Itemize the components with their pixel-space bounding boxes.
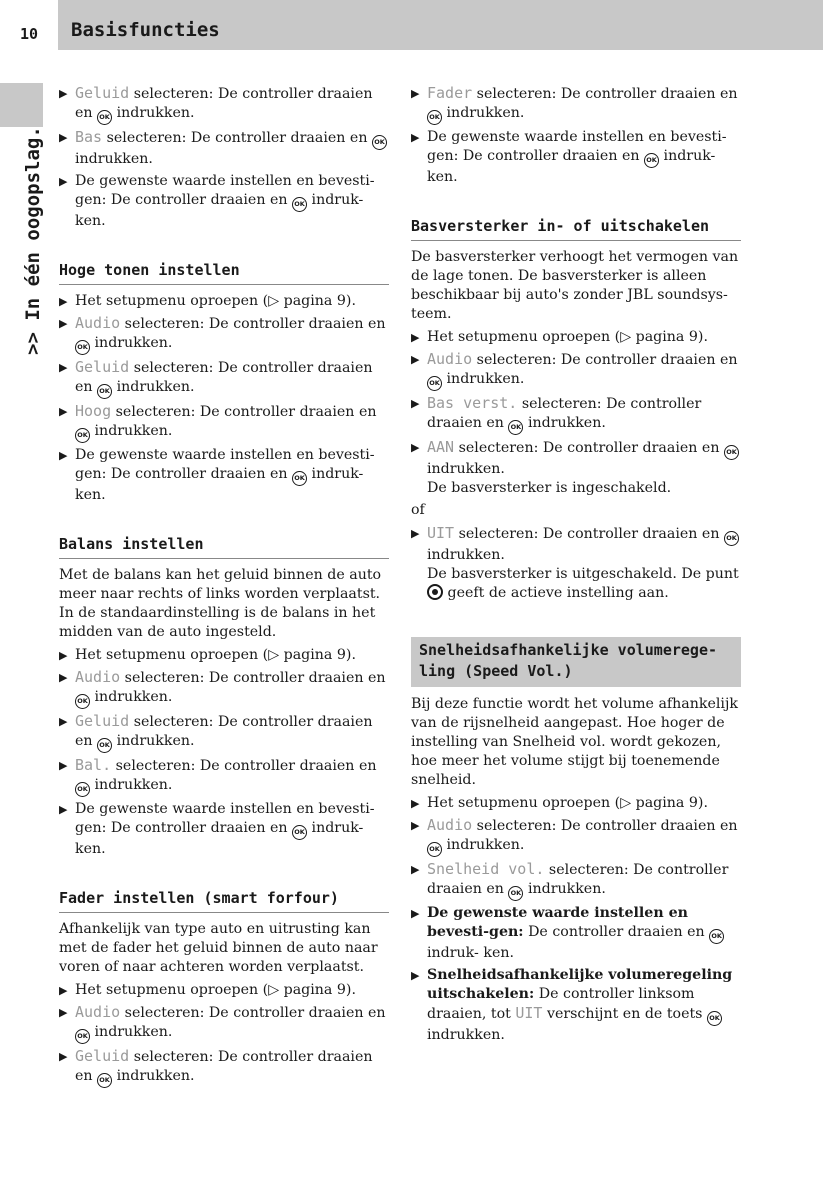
ok-button-icon: OK (508, 420, 523, 435)
list-item: ▶ Audio selecteren: De controller draaien en OK indrukken. (59, 314, 389, 355)
ok-button-icon: OK (75, 1029, 90, 1044)
list-item: ▶ Het setupmenu oproepen (▷ pagina 9). (59, 292, 389, 311)
ok-button-icon: OK (75, 340, 90, 355)
list-item: ▶ Audio selecteren: De controller draaien en OK indrukken. (411, 816, 741, 857)
list-item: ▶ Geluid selecteren: De controller draaien en OK indrukken. (59, 712, 389, 753)
paragraph: Met de balans kan het geluid binnen de auto meer naar rechts of links worden verplaatst. In de standaardinstelling is de balans in het midden van de auto ingesteld. (59, 567, 382, 640)
ok-button-icon: OK (724, 531, 739, 546)
section-title: Basversterker in- of uitschakelen (411, 217, 741, 241)
ok-button-icon: OK (75, 694, 90, 709)
ok-button-icon: OK (427, 842, 442, 857)
list-item: ▶ Geluid selecteren: De controller draaien en OK indrukken. (59, 1047, 389, 1088)
ok-button-icon: OK (292, 471, 307, 486)
list-item: ▶ Het setupmenu oproepen (▷ pagina 9). (59, 646, 389, 665)
ok-button-icon: OK (75, 782, 90, 797)
paragraph: De basversterker verhoogt het vermogen van de lage tonen. De basversterker is alleen beschikbaar bij auto's zonder JBL soundsys-teem. (411, 249, 739, 322)
ok-button-icon: OK (427, 110, 442, 125)
ok-button-icon: OK (97, 1073, 112, 1088)
section-balans (59, 535, 389, 859)
list-item: ▶ De gewenste waarde instellen en bevesti- gen: De controller draaien en OK indruk- ken. (59, 800, 389, 859)
section-hoge-tonen (59, 261, 389, 505)
ok-button-icon: OK (508, 886, 523, 901)
ok-button-icon: OK (292, 825, 307, 840)
chapter-tab-marker (0, 83, 43, 127)
list-item: ▶ Snelheid vol. selecteren: De controller draaien en OK indrukken. (411, 860, 741, 901)
list-item: ▶ Het setupmenu oproepen (▷ pagina 9). (59, 981, 389, 1000)
active-dot-icon (427, 584, 443, 600)
list-item: ▶ Bal. selecteren: De controller draaien en OK indrukken. (59, 756, 389, 797)
left-column (59, 84, 389, 1091)
or-text: of (411, 502, 425, 518)
list-item: ▶ Fader selecteren: De controller draaien en OK indrukken. (411, 84, 741, 125)
ok-button-icon: OK (97, 110, 112, 125)
list-item: ▶ Audio selecteren: De controller draaien en OK indrukken. (59, 1003, 389, 1044)
list-item: ▶ Bas verst. selecteren: De controller draaien en OK indrukken. (411, 394, 741, 435)
ok-button-icon: OK (707, 1011, 722, 1026)
list-item: ▶ UIT selecteren: De controller draaien en OK indrukken. De basversterker is uitgeschakeld. De punt geeft de actieve instelling aan. (411, 524, 741, 603)
list-item: ▶ De gewenste waarde instellen en bevesti- gen: De controller draaien en OK indruk- ken. (59, 172, 389, 231)
list-item: ▶ Geluid selecteren: De controller draaien en OK indrukken. (59, 84, 389, 125)
paragraph: Afhankelijk van type auto en uitrusting kan met de fader het geluid binnen de auto naar voren of naar achteren worden verplaatst. (59, 921, 378, 975)
list-item: ▶ De gewenste waarde instellen en bevesti-gen: De controller draaien en OK indruk- ken. (411, 904, 741, 963)
header-title: Basisfuncties (71, 19, 220, 41)
section-title: Fader instellen (smart forfour) (59, 889, 389, 913)
ok-button-icon: OK (427, 376, 442, 391)
list-item: ▶ Audio selecteren: De controller draaien en OK indrukken. (411, 350, 741, 391)
list-item: ▶ Audio selecteren: De controller draaien en OK indrukken. (59, 668, 389, 709)
list-item: ▶ Bas selecteren: De controller draaien en OK indrukken. (59, 128, 389, 169)
list-item: ▶ Hoog selecteren: De controller draaien en OK indrukken. (59, 402, 389, 443)
section-speed-vol (411, 695, 741, 1045)
list-item: ▶ Geluid selecteren: De controller draaien en OK indrukken. (59, 358, 389, 399)
ok-button-icon: OK (97, 738, 112, 753)
ok-button-icon: OK (724, 445, 739, 460)
ok-button-icon: OK (644, 153, 659, 168)
ok-button-icon: OK (709, 929, 724, 944)
ok-button-icon: OK (372, 135, 387, 150)
section-title: Hoge tonen instellen (59, 261, 389, 285)
paragraph: Bij deze functie wordt het volume afhankelijk van de rijsnelheid aangepast. Hoe hoger de instelling van Snelheid vol. wordt gekozen, hoe meer het volume stijgt bij toenemende snelheid. (411, 696, 738, 788)
chapter-side-label: >> In één oogopslag. (22, 126, 44, 355)
page-number: 10 (0, 0, 58, 50)
ok-button-icon: OK (292, 197, 307, 212)
section-basversterker (411, 217, 741, 603)
list-item: ▶ AAN selecteren: De controller draaien en OK indrukken. De basversterker is ingeschakeld. (411, 438, 741, 498)
list-item: ▶ Snelheidsafhankelijke volumeregeling uitschakelen: De controller linksom draaien, tot UIT verschijnt en de toets OK indrukken. (411, 966, 741, 1045)
right-column (411, 84, 741, 1048)
list-item: ▶ Het setupmenu oproepen (▷ pagina 9). (411, 794, 741, 813)
ok-button-icon: OK (75, 428, 90, 443)
ok-button-icon: OK (97, 384, 112, 399)
list-item: ▶ De gewenste waarde instellen en bevesti- gen: De controller draaien en OK indruk- ken. (411, 128, 741, 187)
section-title-boxed: Snelheidsafhankelijke volumerege-ling (Speed Vol.) (411, 637, 741, 687)
list-item: ▶ De gewenste waarde instellen en bevesti- gen: De controller draaien en OK indruk- ken. (59, 446, 389, 505)
section-fader (59, 889, 389, 1088)
section-title: Balans instellen (59, 535, 389, 559)
list-item: ▶ Het setupmenu oproepen (▷ pagina 9). (411, 328, 741, 347)
